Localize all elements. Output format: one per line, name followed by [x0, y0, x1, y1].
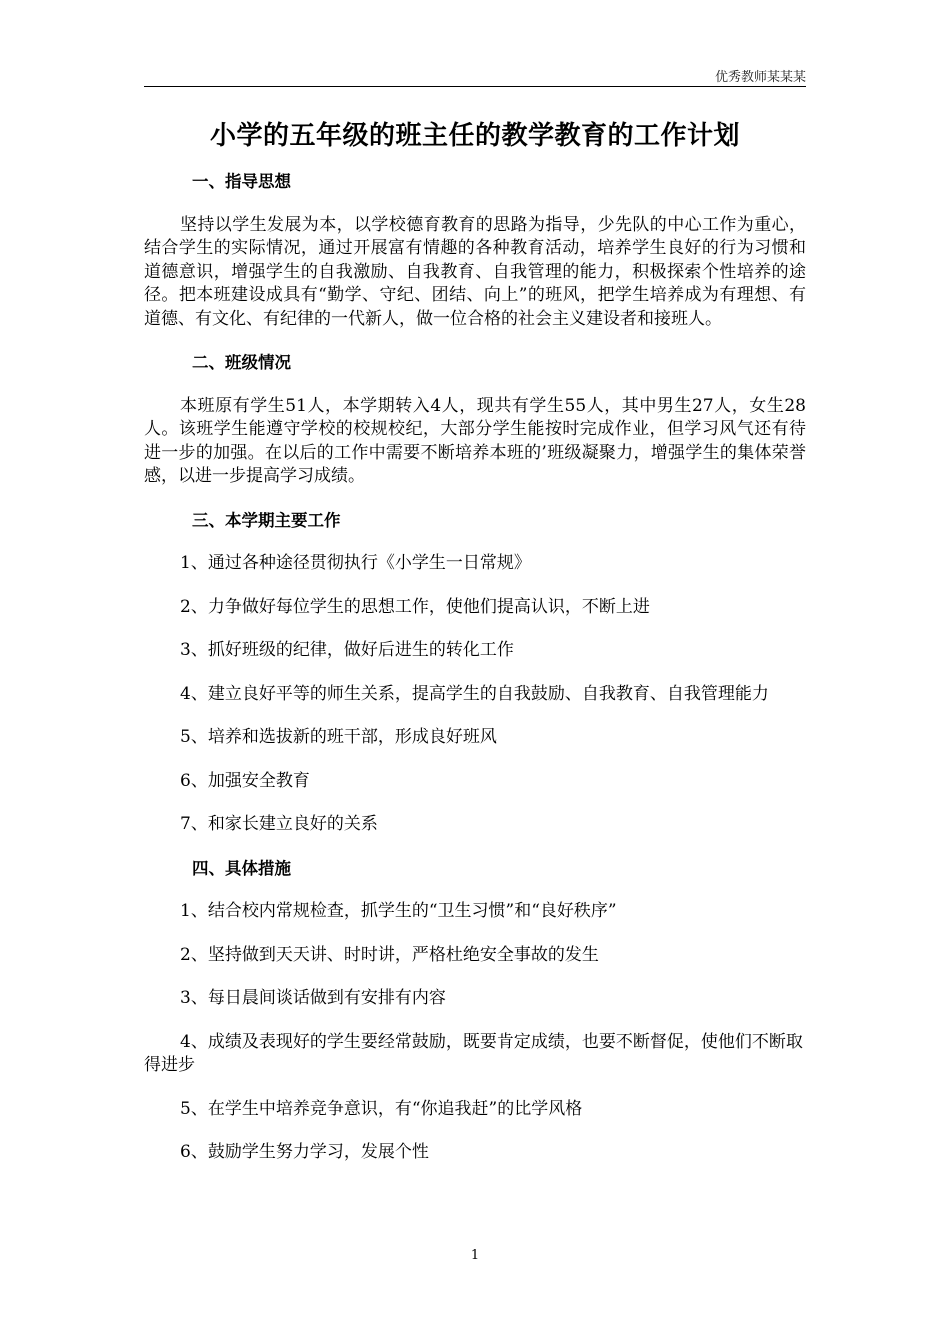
list-item: 1、结合校内常规检查，抓学生的“卫生习惯”和“良好秩序”: [180, 901, 617, 921]
section-heading: 三、本学期主要工作: [192, 510, 341, 530]
header-author: 优秀教师某某某: [714, 70, 806, 85]
list-item: 1、通过各种途径贯彻执行《小学生一日常规》: [180, 553, 531, 573]
section-measures: [144, 857, 806, 1165]
section-class-situation: [144, 351, 806, 489]
section-heading: 四、具体措施: [192, 858, 291, 878]
list-item: 5、在学生中培养竞争意识，有“你追我赶”的比学风格: [180, 1098, 583, 1119]
header-rule: [144, 86, 806, 87]
list-item: 3、每日晨间谈话做到有安排有内容: [180, 988, 446, 1008]
list-item: 6、鼓励学生努力学习，发展个性: [180, 1142, 429, 1162]
section-guiding-thought: [144, 170, 806, 331]
list-item: 6、加强安全教育: [180, 770, 310, 791]
section-heading: 一、指导思想: [192, 172, 291, 191]
list-item: 3、抓好班级的纪律，做好后进生的转化工作: [180, 640, 514, 660]
list-item: 4、建立良好平等的师生关系，提高学生的自我鼓励、自我教育、自我管理能力: [180, 683, 769, 704]
page-number: 1: [470, 1248, 480, 1263]
list-item: 2、坚持做到天天讲、时时讲，严格杜绝安全事故的发生: [180, 944, 599, 965]
list-item: 5、培养和选拔新的班干部，形成良好班风: [180, 727, 497, 747]
list-item: 4、成绩及表现好的学生要经常鼓励，既要肯定成绩，也要不断督促，使他们不断取得进步: [144, 1031, 803, 1075]
section-paragraph: 本班原有学生51人，本学期转入4人，现共有学生55人，其中男生27人，女生28人。该班学生能遵守学校的校规校纪，大部分学生能按时完成作业，但学习风气还有待进一步的加强。在以后的工作中需要不断培养本班的’班级凝聚力，增强学生的集体荣誉感，以进一步提高学习成绩。: [144, 395, 806, 486]
section-main-work: [144, 509, 806, 837]
section-heading: 二、班级情况: [192, 353, 291, 372]
section-paragraph: 坚持以学生发展为本，以学校德育教育的思路为指导，少先队的中心工作为重心，结合学生的实际情况，通过开展富有情趣的各种教育活动，培养学生良好的行为习惯和道德意识，增强学生的自我激励、自我教育、自我管理的能力，积极探索个性培养的途径。把本班建设成具有“勤学、守纪、团结、向上”的班风，把学生培养成为有理想、有道德、有文化、有纪律的一代新人，做一位合格的社会主义建设者和接班人。: [144, 214, 806, 329]
list-item: 7、和家长建立良好的关系: [180, 814, 378, 834]
list-item: 2、力争做好每位学生的思想工作，使他们提高认识，不断上进: [180, 596, 650, 617]
document-title: 小学的五年级的班主任的教学教育的工作计划: [209, 121, 740, 151]
document-body: [144, 170, 806, 1185]
